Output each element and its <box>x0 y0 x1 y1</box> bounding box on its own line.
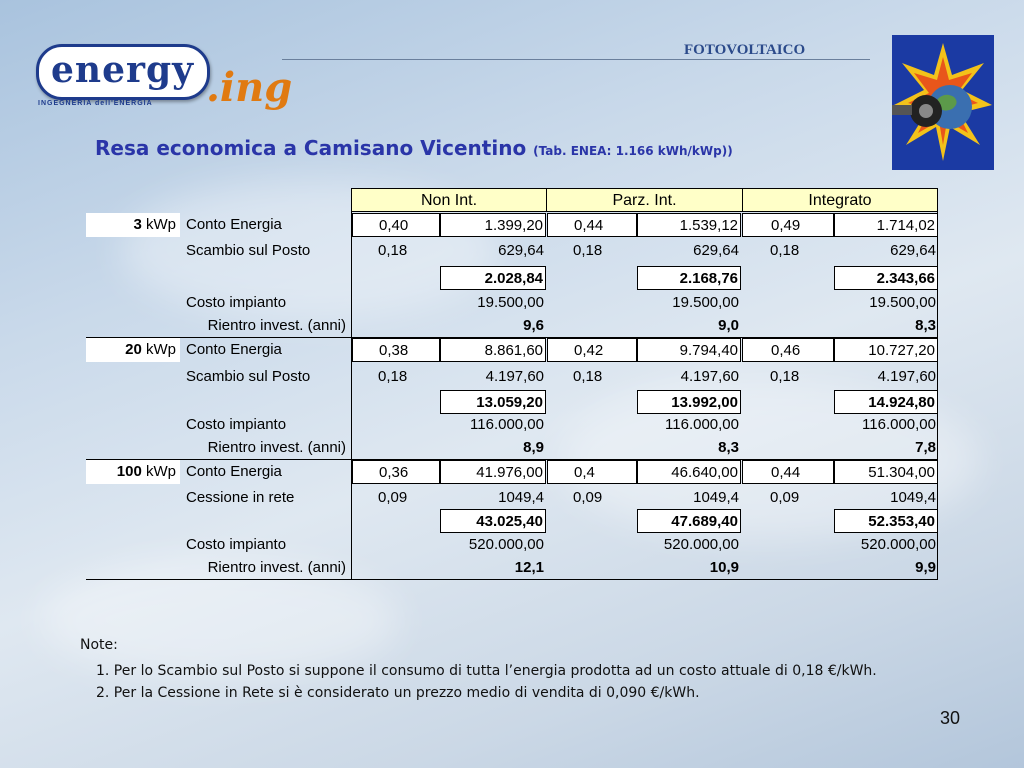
payback-cell: 9,0 <box>718 317 739 334</box>
note-item: 2. Per la Cessione in Rete si è considerato un prezzo medio di vendita di 0,090 €/kWh. <box>96 685 700 701</box>
table-row <box>86 533 938 557</box>
payback-cell: 7,8 <box>915 439 936 456</box>
amount-cell: 9.794,40 <box>637 338 741 362</box>
tariff-cell: 0,4 <box>547 460 637 484</box>
amount-cell: 41.976,00 <box>440 460 546 484</box>
amount-cell: 1049,4 <box>498 489 544 506</box>
cost-cell: 116.000,00 <box>470 416 544 433</box>
total-cell: 2.168,76 <box>637 266 741 290</box>
page-title <box>95 136 733 160</box>
payback-cell: 8,3 <box>718 439 739 456</box>
plant-unit: kWp <box>146 341 176 358</box>
amount-cell: 1049,4 <box>693 489 739 506</box>
cost-cell: 116.000,00 <box>862 416 936 433</box>
plant-size-cell <box>86 338 180 362</box>
cost-cell: 520.000,00 <box>663 536 739 553</box>
tariff-cell: 0,09 <box>573 489 603 506</box>
amount-cell: 1.714,02 <box>834 213 938 237</box>
tariff-cell: 0,18 <box>378 242 408 259</box>
tariff-cell: 0,09 <box>378 489 408 506</box>
amount-cell: 629,64 <box>498 242 544 259</box>
amount-cell: 4.197,60 <box>877 368 936 385</box>
cost-cell: 520.000,00 <box>468 536 544 553</box>
payback-cell: 9,6 <box>523 317 544 334</box>
table-row <box>86 338 938 362</box>
tariff-cell: 0,46 <box>742 338 834 362</box>
plant-unit: kWp <box>146 463 176 480</box>
tariff-cell: 0,49 <box>742 213 834 237</box>
cost-cell: 520.000,00 <box>860 536 936 553</box>
payback-cell: 10,9 <box>709 559 739 576</box>
total-cell: 13.992,00 <box>637 390 741 414</box>
payback-cell: 9,9 <box>915 559 936 576</box>
tariff-cell: 0,18 <box>573 368 603 385</box>
amount-cell: 10.727,20 <box>834 338 938 362</box>
row-label: Rientro invest. (anni) <box>207 317 346 334</box>
cost-cell: 19.500,00 <box>672 294 739 311</box>
row-label: Costo impianto <box>186 416 287 433</box>
logo-word: energy <box>51 49 195 91</box>
tariff-cell: 0,42 <box>547 338 637 362</box>
tariff-cell: 0,44 <box>547 213 637 237</box>
row-label: Scambio sul Posto <box>186 368 311 385</box>
amount-cell: 51.304,00 <box>834 460 938 484</box>
row-label: Costo impianto <box>186 294 287 311</box>
amount-cell: 1.399,20 <box>440 213 546 237</box>
section-label: FOTOVOLTAICO <box>684 42 806 58</box>
tariff-cell: 0,09 <box>770 489 800 506</box>
column-header-integrato: Integrato <box>742 188 938 212</box>
page-number: 30 <box>940 708 961 728</box>
total-cell: 14.924,80 <box>834 390 938 414</box>
amount-cell: 4.197,60 <box>485 368 544 385</box>
notes-heading: Note: <box>80 637 118 653</box>
amount-cell: 1049,4 <box>890 489 936 506</box>
plant-size-cell <box>86 460 180 484</box>
payback-cell: 12,1 <box>514 559 544 576</box>
total-cell: 52.353,40 <box>834 509 938 533</box>
logo-suffix: .ing <box>206 64 293 111</box>
total-cell: 2.028,84 <box>440 266 546 290</box>
tariff-cell: 0,36 <box>352 460 440 484</box>
table-row <box>86 365 938 389</box>
table-row <box>86 413 938 437</box>
amount-cell: 629,64 <box>693 242 739 259</box>
cost-cell: 19.500,00 <box>477 294 544 311</box>
title-text: Resa economica a Camisano Vicentino <box>95 136 527 160</box>
total-cell: 43.025,40 <box>440 509 546 533</box>
amount-cell: 4.197,60 <box>680 368 739 385</box>
plant-unit: kWp <box>146 216 176 233</box>
total-cell: 47.689,40 <box>637 509 741 533</box>
table-row-payback <box>86 436 938 460</box>
row-label: Conto Energia <box>186 463 282 480</box>
row-label: Rientro invest. (anni) <box>207 559 346 576</box>
tariff-cell: 0,44 <box>742 460 834 484</box>
cost-cell: 19.500,00 <box>869 294 936 311</box>
column-header-parz-int: Parz. Int. <box>546 188 743 212</box>
table-row-payback <box>86 314 938 338</box>
payback-cell: 8,9 <box>523 439 544 456</box>
total-cell: 2.343,66 <box>834 266 938 290</box>
logo-word-badge <box>36 44 210 100</box>
cost-cell: 116.000,00 <box>665 416 739 433</box>
table-row <box>86 213 938 237</box>
total-cell: 13.059,20 <box>440 390 546 414</box>
plant-size: 20 <box>125 341 142 358</box>
plant-size-cell <box>86 213 180 237</box>
amount-cell: 8.861,60 <box>440 338 546 362</box>
tariff-cell: 0,18 <box>770 242 800 259</box>
tariff-cell: 0,38 <box>352 338 440 362</box>
table-row <box>86 291 938 315</box>
logo-tagline: INGEGNERIA dell'ENERGIA <box>38 100 153 107</box>
table-row-total <box>86 390 938 414</box>
table-row <box>86 486 938 510</box>
amount-cell: 46.640,00 <box>637 460 741 484</box>
amount-cell: 1.539,12 <box>637 213 741 237</box>
tariff-cell: 0,18 <box>770 368 800 385</box>
company-logo <box>36 44 293 114</box>
solar-emblem-image <box>892 35 994 170</box>
row-label: Scambio sul Posto <box>186 242 311 259</box>
note-item: 1. Per lo Scambio sul Posto si suppone il consumo di tutta l’energia prodotta ad un costo attuale di 0,18 €/kWh. <box>96 663 877 679</box>
row-label: Conto Energia <box>186 216 282 233</box>
payback-cell: 8,3 <box>915 317 936 334</box>
table-row-total <box>86 509 938 533</box>
table-row-payback <box>86 556 938 580</box>
tariff-cell: 0,18 <box>573 242 603 259</box>
row-label: Conto Energia <box>186 341 282 358</box>
table-row <box>86 460 938 484</box>
column-header-non-int: Non Int. <box>351 188 547 212</box>
plant-size: 3 <box>133 216 142 233</box>
tariff-cell: 0,18 <box>378 368 408 385</box>
table-row-total <box>86 266 938 290</box>
row-label: Cessione in rete <box>186 489 295 506</box>
title-note: (Tab. ENEA: 1.166 kWh/kWp)) <box>533 144 733 158</box>
table-row <box>86 239 938 263</box>
tariff-cell: 0,40 <box>352 213 440 237</box>
plant-size: 100 <box>116 463 142 480</box>
amount-cell: 629,64 <box>890 242 936 259</box>
header-rule <box>282 59 870 60</box>
row-label: Costo impianto <box>186 536 287 553</box>
row-label: Rientro invest. (anni) <box>207 439 346 456</box>
